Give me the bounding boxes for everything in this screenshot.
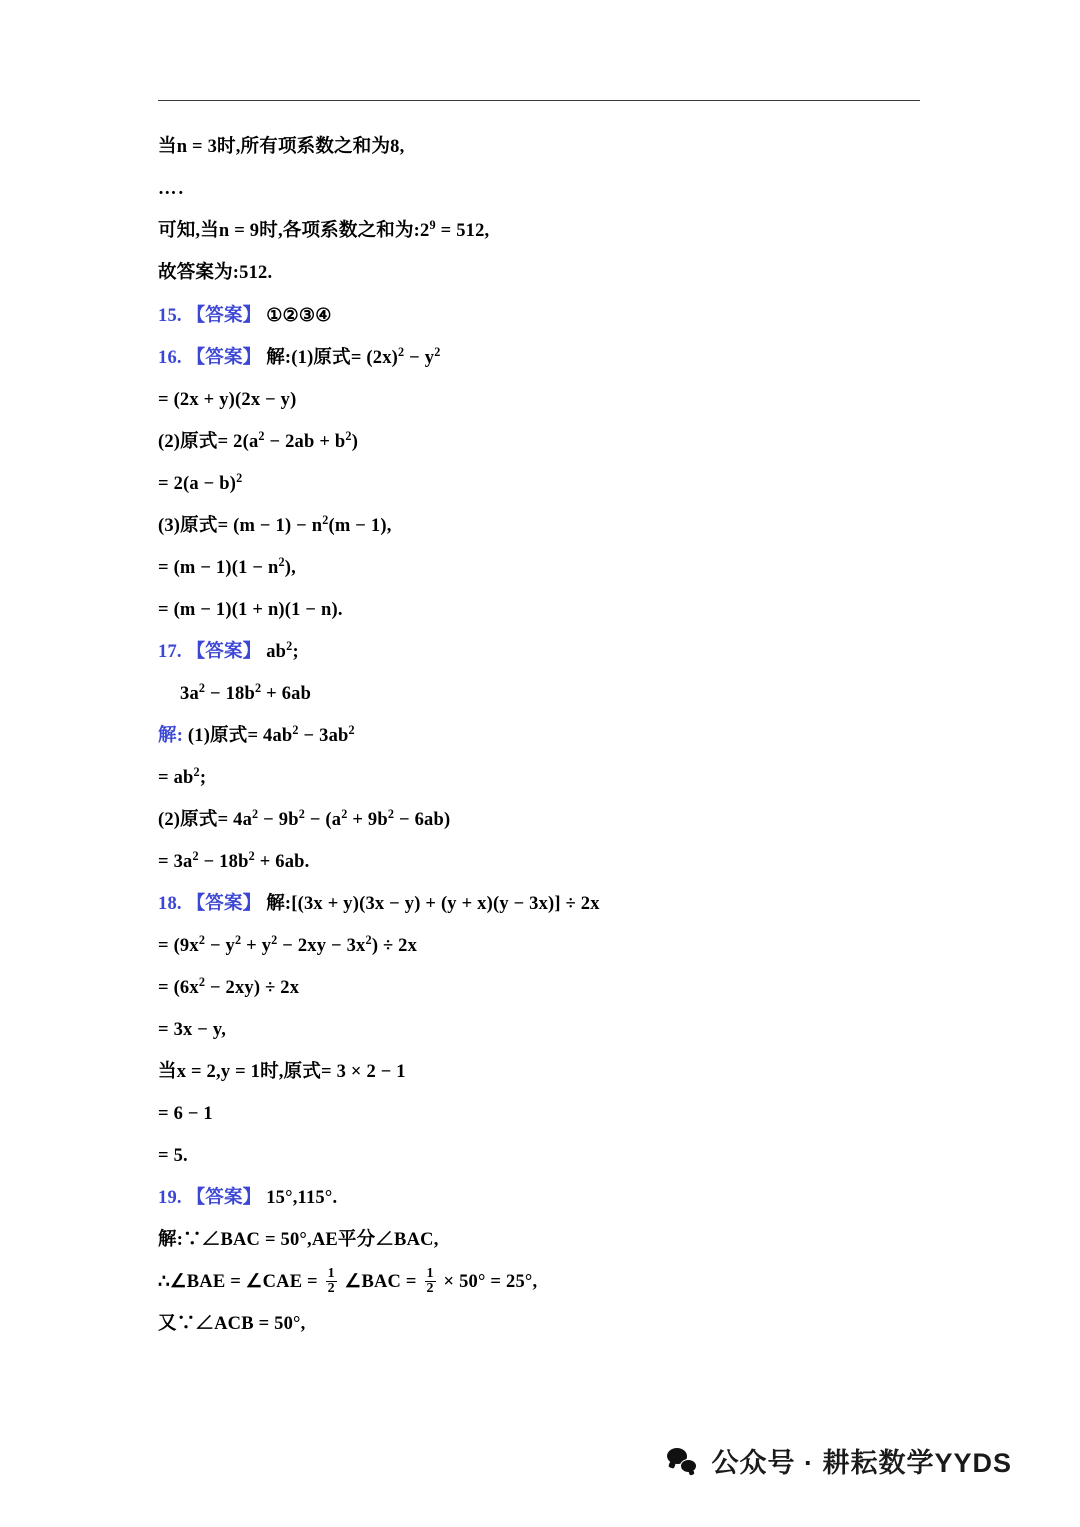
solution-line: = $2(a - b)^2$ [158,470,243,494]
solution-line: = (m − 1)(1 + n)(1 − n). [158,600,343,620]
answer-label: 【答案】 [186,894,262,914]
answer-value: $3a^2 - 18b^2 + 6ab$ [180,680,312,704]
text-line: 可知,当n = 9时,各项系数之和为$:2^9 = 512$, [158,217,490,241]
footer-label: 公众号 · 耕耘数学YYDS [711,1447,1012,1478]
document-body [158,126,938,1345]
question-17 [158,631,938,673]
fraction-numerator: 1 [426,1265,434,1281]
fraction-denominator: 2 [426,1281,434,1297]
text-line: 当n = 3时,所有项系数之和为8, [158,137,405,157]
solution-line: = $(m - 1)(1 - n^2)$, [158,554,296,578]
solution-line: = 3x − y, [158,1020,227,1040]
solution-prefix: ∴∠BAE = ∠CAE = [158,1272,323,1292]
answer-value: ①②③④ [266,305,332,325]
solve-label: 解: [158,726,184,746]
fraction-one-half [425,1267,436,1297]
solution-line: 解:[(3x + y)(3x − y) + (y + x)(y − 3x)] ÷ 2x [266,894,600,914]
question-number: 16. [158,348,182,368]
solution-line: (2)原式= $4a^2 - 9b^2 - (a^2 + 9b^2 - 6ab)$ [158,806,451,830]
footer-content [667,1441,1012,1480]
question-number: 17. [158,642,182,662]
question-16 [158,337,938,379]
solution-line: = (2x + y)(2x − y) [158,390,297,410]
answer-label: 【答案】 [186,1188,262,1208]
page-footer [0,1430,1080,1490]
fraction-numerator: 1 [327,1265,335,1281]
ellipsis-line: …. [158,179,186,199]
solution-line: = $(6x^2 - 2xy) \div 2x$ [158,974,300,998]
solution-suffix: × 50° = 25°, [443,1272,538,1292]
question-number: 18. [158,894,182,914]
answer-label: 【答案】 [186,348,262,368]
solution-mid: ∠BAC = [344,1272,422,1292]
answer-value: $ab^2$; [266,638,299,662]
fraction-one-half [326,1267,337,1297]
solution-line: 解:∵∠BAC = 50°,AE平分∠BAC, [158,1230,439,1250]
solution-line: = $(9x^2 - y^2 + y^2 - 2xy - 3x^2) \div 2x$ [158,932,418,956]
answer-value: 15°,115°. [266,1188,338,1208]
header-divider [158,100,920,101]
answer-label: 【答案】 [186,642,262,662]
question-number: 15. [158,306,182,326]
answer-label: 【答案】 [186,306,262,326]
text-line: 故答案为:512. [158,263,273,283]
solution-line: (3)原式= $(m - 1) - n^2(m - 1)$, [158,512,392,536]
solution-line: = $ab^2$; [158,764,207,788]
question-number: 19. [158,1188,182,1208]
question-15 [158,294,938,337]
solution-line [158,1261,938,1303]
solution-line: 又∵∠ACB = 50°, [158,1314,306,1334]
solution-line: = 5. [158,1146,188,1166]
question-18 [158,883,938,925]
question-19 [158,1177,938,1219]
solution-line: (2)原式= $2(a^2 - 2ab + b^2)$ [158,428,359,452]
solution-line: 解:(1)原式= $(2x)^2 - y^2$ [266,344,441,368]
solution-line: = 6 − 1 [158,1104,213,1124]
solution-line: = $3a^2 - 18b^2 + 6ab$. [158,848,310,872]
solution-line: 当x = 2,y = 1时,原式= 3 × 2 − 1 [158,1062,406,1082]
wechat-icon [667,1447,697,1473]
solution-line: 解: (1)原式= $4ab^2 - 3ab^2$ [158,722,355,746]
fraction-denominator: 2 [327,1281,335,1297]
